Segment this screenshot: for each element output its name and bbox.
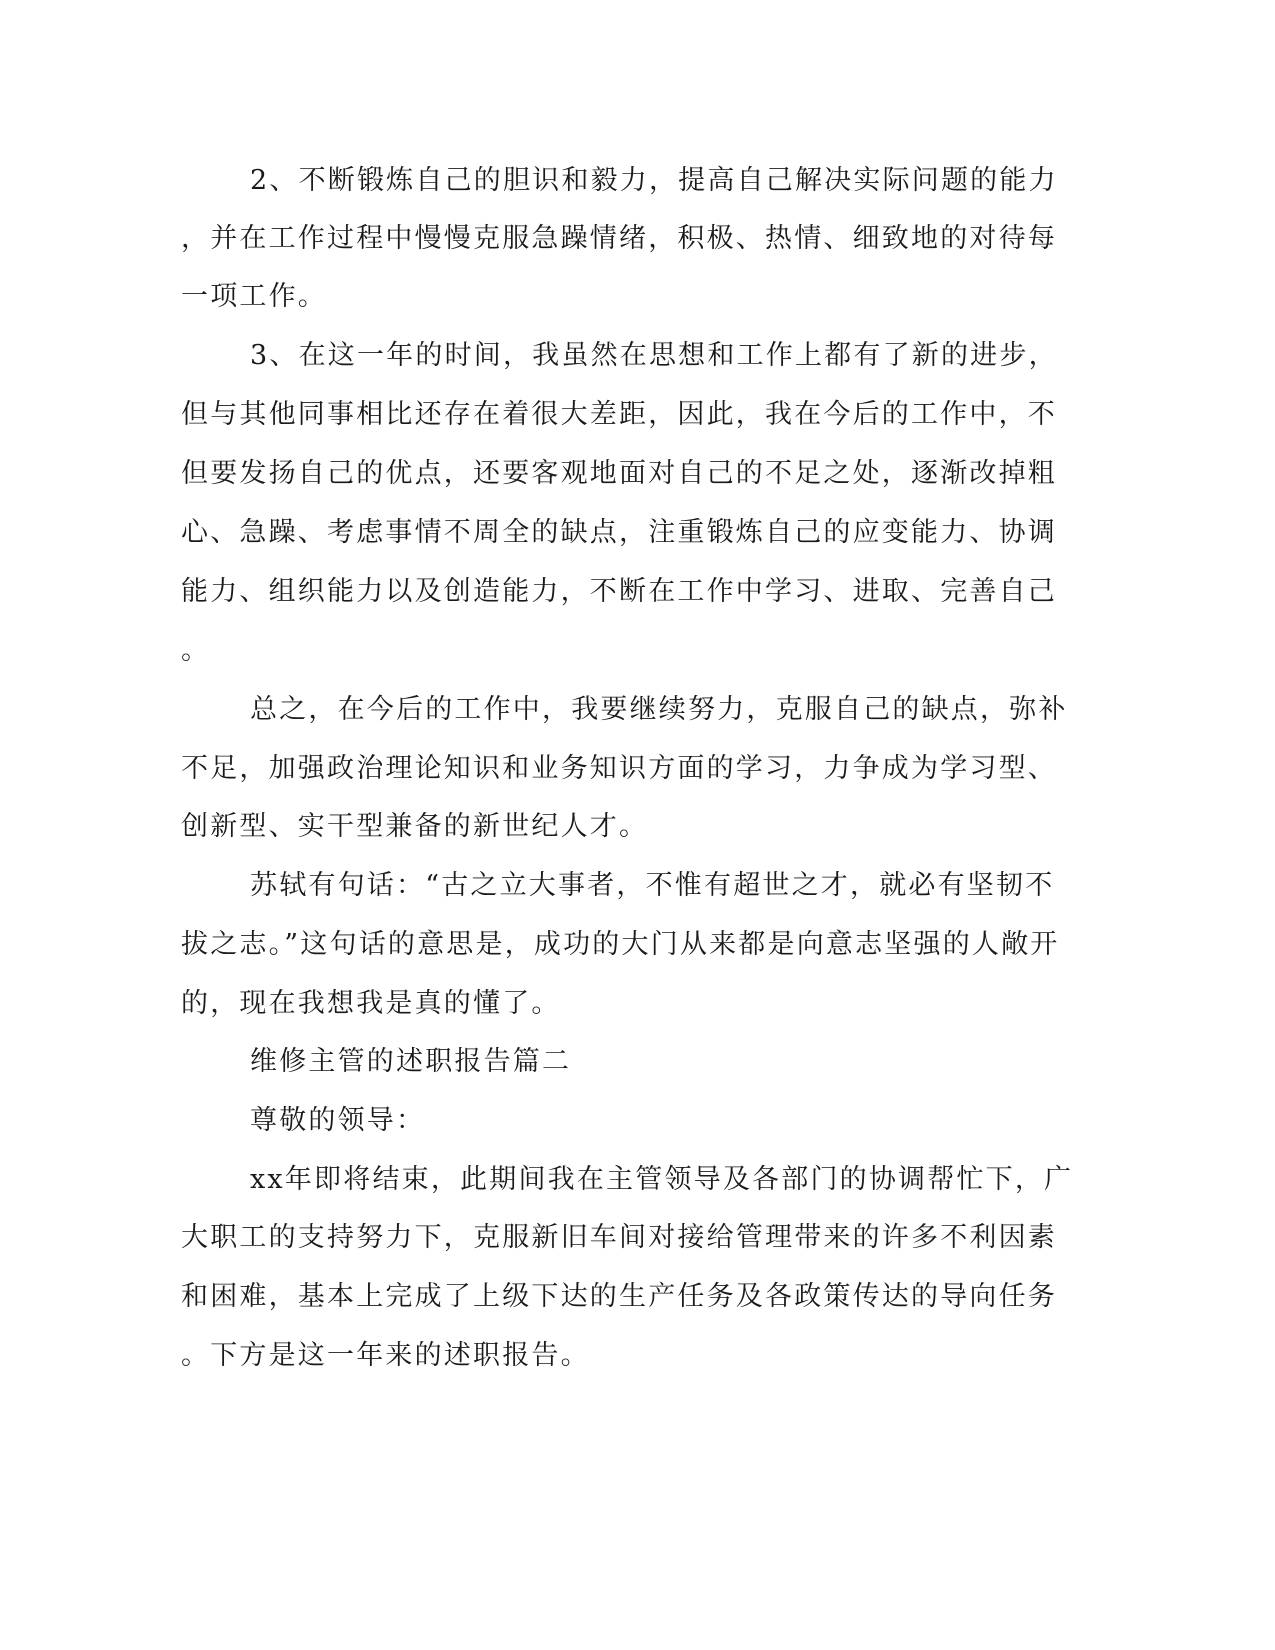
paragraph-line: xx年即将结束，此期间我在主管领导及各部门的协调帮忙下，广 [250,1164,1074,1195]
paragraph-line: 不足，加强政治理论知识和业务知识方面的学习，力争成为学习型、 [181,753,1057,784]
paragraph-line: 。 [181,635,211,666]
section-heading: 维修主管的述职报告篇二 [250,1046,572,1077]
paragraph-line: 总之，在今后的工作中，我要继续努力，克服自己的缺点，弥补 [250,694,1068,725]
paragraph-line: 3、在这一年的时间，我虽然在思想和工作上都有了新的进步， [250,340,1058,371]
paragraph-line: 能力、组织能力以及创造能力，不断在工作中学习、进取、完善自己 [181,576,1057,607]
paragraph-line: 的，现在我想我是真的懂了。 [181,988,561,1019]
paragraph-line: 。下方是这一年来的述职报告。 [181,1340,590,1371]
paragraph-line: ，并在工作过程中慢慢克服急躁情绪，积极、热情、细致地的对待每 [181,223,1057,254]
salutation: 尊敬的领导： [250,1105,426,1136]
paragraph-line: 拔之志。”这句话的意思是，成功的大门从来都是向意志坚强的人敞开 [181,929,1060,960]
paragraph-line: 但要发扬自己的优点，还要客观地面对自己的不足之处，逐渐改掉粗 [181,458,1057,489]
paragraph-line: 苏轼有句话：“古之立大事者，不惟有超世之才，就必有坚韧不 [250,870,1055,901]
paragraph-line: 和困难，基本上完成了上级下达的生产任务及各政策传达的导向任务 [181,1281,1057,1312]
paragraph-line: 创新型、实干型兼备的新世纪人才。 [181,811,649,842]
paragraph-line: 大职工的支持努力下，克服新旧车间对接给管理带来的许多不利因素 [181,1222,1057,1253]
paragraph-line: 但与其他同事相比还存在着很大差距，因此，我在今后的工作中，不 [181,399,1057,430]
paragraph-line: 2、不断锻炼自己的胆识和毅力，提高自己解决实际问题的能力 [250,165,1058,196]
paragraph-line: 心、急躁、考虑事情不周全的缺点，注重锻炼自己的应变能力、协调 [181,517,1057,548]
paragraph-line: 一项工作。 [181,281,327,312]
